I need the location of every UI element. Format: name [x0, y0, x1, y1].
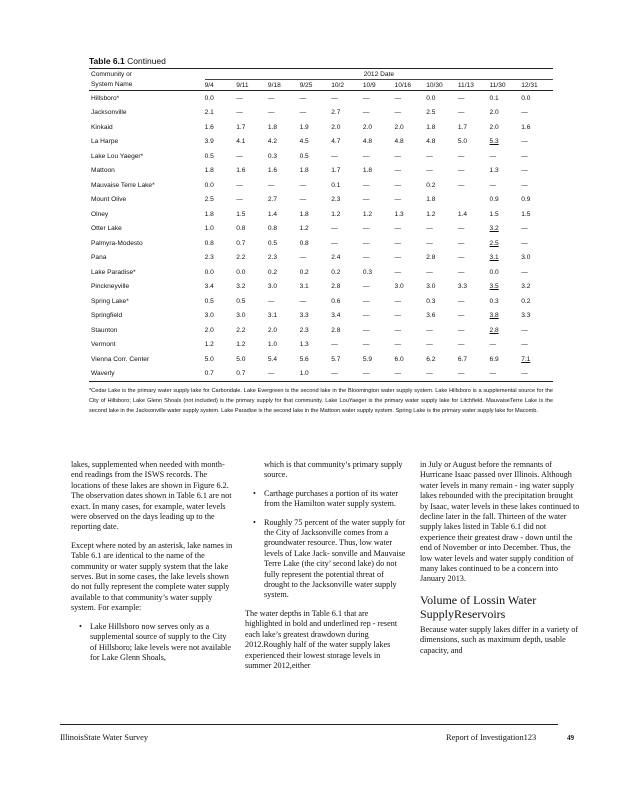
water-level-cell: —: [362, 326, 370, 334]
water-level-cell: —: [394, 94, 402, 102]
water-level-cell: —: [394, 109, 402, 117]
water-level-cell: 1.8: [267, 123, 278, 131]
water-level-cell: 0.5: [236, 297, 246, 305]
water-level-cell: 1.5: [489, 210, 499, 218]
water-level-cell: 1.0: [267, 341, 278, 349]
water-level-cell: —: [267, 297, 275, 305]
water-level-cell: —: [362, 341, 370, 349]
water-level-cell: 2.0: [362, 123, 373, 131]
water-level-cell: 3.3: [299, 312, 309, 320]
water-level-cell: 4.8: [426, 138, 436, 146]
lake-name: Vienna Corr. Center: [91, 355, 150, 363]
header-community: Community or: [89, 69, 205, 80]
water-level-cell: 0.7: [236, 367, 268, 382]
water-level-cell: 0.7: [205, 367, 237, 382]
water-level-cell: —: [394, 196, 402, 204]
page-number: 49: [567, 734, 574, 742]
table-row: [89, 294, 553, 309]
water-level-cell: 1.7: [331, 167, 341, 175]
water-level-cell: 2.3: [267, 254, 278, 262]
water-level-cell: —: [362, 109, 370, 117]
water-level-cell: —: [299, 94, 307, 102]
water-level-cell: 1.2: [236, 341, 246, 349]
water-level-cell: 5.7: [331, 355, 341, 363]
water-level-cell: —: [331, 94, 338, 102]
water-level-cell: 0.8: [299, 239, 309, 247]
water-level-cell: 0.9: [521, 196, 531, 204]
water-level-cell: —: [426, 367, 458, 382]
water-level-cell: 2.8: [331, 283, 341, 291]
water-level-cell: 1.4: [267, 210, 278, 218]
water-level-cell: 1.8: [426, 123, 436, 131]
date-header: 9/25: [300, 80, 332, 91]
water-level-cell: 0.8: [267, 225, 278, 233]
water-level-cell: —: [362, 196, 370, 204]
water-level-cell: —: [489, 152, 497, 160]
lake-name: Hillsboro*: [91, 94, 120, 102]
table-row: [89, 280, 553, 295]
water-level-cell: 2.0: [489, 123, 499, 131]
water-level-cell: 0.0: [426, 94, 436, 102]
water-level-cell: 1.2: [204, 341, 214, 349]
water-level-cell: 3.6: [426, 312, 436, 320]
water-level-cell: —: [267, 94, 275, 102]
water-level-cell: —: [426, 152, 433, 160]
water-level-cell: 2.3: [299, 326, 309, 334]
bullet-item: • Lake Hillsboro now serves only as a supplemental source of supply to the City of Hillsboro; lake levels were not available for Lake Glenn Shoals,: [71, 622, 233, 664]
water-level-cell: —: [394, 167, 402, 175]
table-row: [89, 338, 553, 353]
water-level-cell: —: [426, 167, 433, 175]
water-level-cell: —: [457, 225, 465, 233]
water-level-cell: 7.1: [521, 355, 531, 363]
table-row: [89, 352, 553, 367]
water-level-cell: 0.0: [489, 268, 499, 276]
table-row: [89, 265, 553, 280]
water-level-cell: 3.3: [521, 312, 531, 320]
water-level-cell: —: [362, 254, 370, 262]
water-level-cell: 0.3: [267, 152, 278, 160]
table-caption: [89, 56, 166, 66]
water-level-cell: 3.8: [489, 312, 499, 320]
water-level-cell: —: [521, 326, 528, 334]
water-level-cell: —: [236, 181, 243, 189]
lake-level-table: [89, 68, 553, 382]
water-level-cell: 3.4: [204, 283, 214, 291]
water-level-cell: —: [457, 239, 465, 247]
water-level-cell: 0.5: [299, 152, 309, 160]
water-level-cell: 2.5: [489, 239, 499, 247]
table-row: [89, 164, 553, 179]
water-level-cell: 2.8: [331, 326, 341, 334]
water-level-cell: 4.5: [299, 138, 309, 146]
lake-name: Spring Lake*: [91, 297, 129, 305]
paragraph: lakes, supplemented when needed with month-end readings from the ISWS records. The locations of these lakes are shown in Figure 6.2. The observation dates shown in Table 6.1 are not exact. In many cases, for example, water levels were observed on the days leading up to the reporting date.: [71, 460, 232, 532]
water-level-cell: 1.3: [394, 210, 404, 218]
water-level-cell: 1.5: [521, 210, 531, 218]
table-row: [89, 222, 553, 237]
water-level-cell: —: [331, 367, 363, 382]
water-level-cell: 6.0: [394, 355, 404, 363]
bullet-item: • Roughly 75 percent of the water supply for the City of Jacksonville comes from a groundwater resource. Thus, low water levels of Lake Jack- sonville and Mauvaise Terre Lake (the city’ second lake) do not fully represent the potential threat of drought to the Jacksonville water supply system.: [245, 518, 407, 601]
lake-name: Mauvaise Terre Lake*: [91, 181, 155, 189]
water-level-cell: 2.8: [489, 326, 499, 334]
water-level-cell: 3.0: [426, 283, 436, 291]
water-level-cell: 4.2: [267, 138, 278, 146]
water-level-cell: 0.3: [426, 297, 436, 305]
water-level-cell: 2.8: [426, 254, 436, 262]
water-level-cell: —: [395, 367, 427, 382]
water-level-cell: —: [363, 367, 395, 382]
date-header: 10/9: [363, 80, 395, 91]
water-level-cell: —: [331, 239, 338, 247]
water-level-cell: 1.3: [299, 341, 309, 349]
water-level-cell: —: [457, 254, 465, 262]
bullet-item: • Carthage purchases a portion of its water from the Hamilton water supply system.: [245, 489, 407, 510]
water-level-cell: 3.2: [521, 283, 531, 291]
water-level-cell: —: [331, 225, 338, 233]
water-level-cell: —: [521, 167, 528, 175]
water-level-cell: 1.6: [204, 123, 214, 131]
water-level-cell: —: [489, 341, 497, 349]
water-level-cell: —: [426, 225, 433, 233]
table-row: [89, 236, 553, 251]
bullet-list: [245, 489, 407, 601]
water-level-cell: 2.2: [236, 254, 246, 262]
date-header: 10/2: [331, 80, 363, 91]
water-level-cell: —: [426, 268, 433, 276]
water-level-cell: —: [521, 225, 528, 233]
water-level-cell: —: [362, 297, 370, 305]
table-row: [89, 207, 553, 222]
water-level-cell: 5.0: [457, 138, 468, 146]
water-level-cell: —: [362, 225, 370, 233]
water-level-cell: 1.0: [204, 225, 214, 233]
lake-name: La Harpe: [91, 138, 119, 146]
water-level-cell: 5.3: [489, 138, 499, 146]
water-level-cell: —: [394, 254, 402, 262]
water-level-cell: —: [394, 268, 402, 276]
paragraph: The water depths in Table 6.1 that are highlighted in bold and underlined rep - resent each lake’s greatest drawdown during 2012.Roughly half of the water supply lakes experienced their lowest storage levels in summer 2012,either: [245, 608, 398, 670]
water-level-cell: —: [268, 367, 300, 382]
water-level-cell: —: [521, 181, 528, 189]
water-level-cell: 3.2: [489, 225, 499, 233]
lake-name: Olney: [91, 210, 109, 218]
water-level-cell: 2.7: [331, 109, 341, 117]
water-level-cell: 1.8: [362, 167, 373, 175]
water-level-cell: 0.5: [267, 239, 278, 247]
lake-name: Palmyra-Modesto: [91, 239, 143, 247]
water-level-cell: 3.9: [204, 138, 214, 146]
water-level-cell: 2.4: [331, 254, 341, 262]
water-level-cell: —: [457, 109, 465, 117]
water-level-cell: 0.7: [236, 239, 246, 247]
water-level-cell: 2.0: [489, 109, 499, 117]
water-level-cell: —: [331, 341, 338, 349]
water-level-cell: 3.5: [489, 283, 499, 291]
water-level-cell: 0.0: [204, 268, 214, 276]
lake-name: Mattoon: [91, 167, 115, 175]
water-level-cell: 0.8: [236, 225, 246, 233]
water-level-cell: 1.2: [426, 210, 436, 218]
water-level-cell: 1.8: [299, 167, 309, 175]
water-level-cell: 1.8: [204, 210, 214, 218]
lake-name: Lake Lou Yaeger*: [91, 152, 144, 160]
table-row: [89, 367, 553, 382]
water-level-cell: 2.1: [204, 109, 214, 117]
date-header: 9/11: [236, 80, 268, 91]
water-level-cell: 2.5: [204, 196, 214, 204]
water-level-cell: 3.1: [489, 254, 499, 262]
water-level-cell: 2.7: [267, 196, 278, 204]
water-level-cell: —: [457, 268, 465, 276]
water-level-cell: 2.0: [204, 326, 214, 334]
water-level-cell: 3.4: [331, 312, 341, 320]
water-level-cell: —: [394, 326, 402, 334]
footer-divider: [60, 724, 558, 725]
water-level-cell: —: [362, 94, 370, 102]
water-level-cell: —: [394, 341, 402, 349]
water-level-cell: 5.4: [267, 355, 278, 363]
water-level-cell: —: [394, 152, 402, 160]
table-row: [89, 149, 553, 164]
water-level-cell: 1.3: [489, 167, 499, 175]
water-level-cell: 2.2: [236, 326, 246, 334]
water-level-cell: —: [457, 167, 465, 175]
water-level-cell: 2.0: [394, 123, 404, 131]
water-level-cell: 1.2: [331, 210, 341, 218]
date-header: 9/18: [268, 80, 300, 91]
water-level-cell: —: [362, 312, 370, 320]
water-level-cell: —: [267, 109, 275, 117]
date-header: 12/31: [521, 80, 553, 91]
water-level-cell: —: [394, 297, 402, 305]
lake-name: Waverly: [89, 367, 205, 382]
water-level-cell: 6.9: [489, 355, 499, 363]
table-label: Table 6.1: [89, 56, 125, 66]
water-level-cell: 0.5: [204, 297, 214, 305]
lake-name: Pinckneyville: [91, 283, 130, 291]
water-level-cell: 1.7: [236, 123, 246, 131]
water-level-cell: 3.1: [267, 312, 278, 320]
water-level-cell: 5.9: [362, 355, 373, 363]
water-level-cell: 0.5: [204, 152, 214, 160]
paragraph: in July or August before the remnants of Hurricane Isaac passed over Illinois. Although water levels in many remain - ing water supply lakes rebounded with the precipitation brought by Isaac, water levels in these lakes continued to decline later in the fall. Thirteen of the water supply lakes listed in Table 6.1 did not experience their greatest draw - down until the end of November or into December. Thus, the low water levels and water supply condition of many lakes continued to be a concern into January 2013.: [420, 460, 580, 584]
water-level-cell: 1.7: [457, 123, 468, 131]
water-level-cell: —: [521, 109, 528, 117]
table-row: [89, 251, 553, 266]
table-continued: Continued: [127, 56, 166, 66]
water-level-cell: 1.5: [236, 210, 246, 218]
water-level-cell: 6.2: [426, 355, 436, 363]
water-level-cell: —: [362, 181, 370, 189]
water-level-cell: 1.0: [300, 367, 332, 382]
water-level-cell: —: [267, 181, 275, 189]
table-row: [89, 309, 553, 324]
water-level-cell: 0.0: [236, 268, 246, 276]
table-row: [89, 135, 553, 150]
water-level-cell: 1.2: [299, 225, 309, 233]
water-level-cell: 6.7: [457, 355, 468, 363]
water-level-cell: 1.6: [521, 123, 531, 131]
paragraph: Except where noted by an asterisk, lake names in Table 6.1 are identical to the name of the community or water supply system that the lake serves. But in some cases, the lake levels shown do not fully represent the complete water supply available to that community’s water supply system. For example:: [71, 540, 233, 613]
date-header: 10/16: [395, 80, 427, 91]
water-level-cell: —: [489, 181, 497, 189]
water-level-cell: 0.6: [331, 297, 341, 305]
text-column-1: [71, 460, 233, 671]
water-level-cell: 5.6: [299, 355, 309, 363]
water-level-cell: 0.2: [299, 268, 309, 276]
water-level-cell: 4.7: [331, 138, 341, 146]
footer-publisher: IllinoisState Water Survey: [60, 733, 149, 742]
table-row: [89, 193, 553, 208]
water-level-cell: —: [299, 109, 307, 117]
header-year: 2012 Date: [205, 69, 553, 80]
water-level-cell: 2.0: [331, 123, 341, 131]
water-level-cell: 0.2: [426, 181, 436, 189]
water-level-cell: 0.2: [331, 268, 341, 276]
water-level-cell: 2.3: [204, 254, 214, 262]
water-level-cell: 1.6: [236, 167, 246, 175]
water-level-cell: 0.3: [489, 297, 499, 305]
date-header: 11/13: [458, 80, 490, 91]
water-level-cell: 1.8: [299, 210, 309, 218]
water-level-cell: —: [457, 152, 465, 160]
water-level-cell: —: [521, 367, 553, 382]
lake-name: Kinkaid: [91, 123, 113, 131]
water-level-cell: —: [426, 239, 433, 247]
water-level-cell: 0.2: [521, 297, 531, 305]
lake-name: Pana: [91, 254, 107, 262]
header-system-name: System Name: [89, 80, 205, 91]
water-level-cell: —: [236, 152, 243, 160]
water-level-cell: —: [394, 239, 402, 247]
text-column-2: [245, 460, 407, 679]
water-level-cell: —: [236, 109, 243, 117]
bullet-list: [71, 622, 233, 664]
water-level-cell: 0.0: [204, 181, 214, 189]
water-level-cell: 0.3: [362, 268, 373, 276]
water-level-cell: —: [490, 367, 522, 382]
table-row: [89, 120, 553, 135]
date-header: 9/4: [205, 80, 237, 91]
water-level-cell: 3.1: [299, 283, 309, 291]
paragraph: which is that community’s primary supply source.: [264, 460, 403, 480]
water-level-cell: 0.8: [204, 239, 214, 247]
paragraph: Because water supply lakes differ in a variety of dimensions, such as maximum depth, usable capacity, and: [420, 624, 579, 655]
water-level-cell: 0.2: [267, 268, 278, 276]
water-level-cell: 4.8: [362, 138, 373, 146]
water-level-cell: 0.0: [521, 94, 531, 102]
water-level-cell: —: [521, 138, 528, 146]
water-level-cell: —: [299, 254, 307, 262]
table-row: [89, 323, 553, 338]
water-level-cell: 3.3: [457, 283, 468, 291]
water-level-cell: 0.1: [489, 94, 499, 102]
water-level-cell: —: [521, 239, 528, 247]
water-level-cell: 4.1: [236, 138, 246, 146]
water-level-cell: —: [457, 94, 465, 102]
water-level-cell: 4.8: [394, 138, 404, 146]
water-level-cell: 5.0: [204, 355, 214, 363]
water-level-cell: 0.0: [204, 94, 214, 102]
date-header: 10/30: [426, 80, 458, 91]
water-level-cell: 0.1: [331, 181, 341, 189]
water-level-cell: —: [457, 312, 465, 320]
water-level-cell: 3.0: [204, 312, 214, 320]
water-level-cell: 3.0: [267, 283, 278, 291]
water-level-cell: 1.4: [457, 210, 468, 218]
lake-name: Jacksonville: [91, 109, 127, 117]
lake-name: Staunton: [91, 326, 118, 334]
water-level-cell: —: [299, 196, 307, 204]
water-level-cell: —: [394, 181, 402, 189]
water-level-cell: —: [458, 367, 490, 382]
lake-name: Mount Olive: [91, 196, 127, 204]
water-level-cell: [458, 193, 490, 208]
water-level-cell: 1.2: [362, 210, 373, 218]
water-level-cell: 3.0: [236, 312, 246, 320]
water-level-cell: —: [394, 312, 402, 320]
water-level-cell: —: [457, 341, 465, 349]
water-level-cell: —: [236, 94, 243, 102]
table-row: [89, 178, 553, 193]
water-level-cell: —: [521, 341, 528, 349]
lake-name: Lake Paradise*: [91, 268, 136, 276]
water-level-cell: —: [362, 283, 370, 291]
water-level-cell: 3.0: [521, 254, 531, 262]
table-row: [89, 91, 553, 106]
water-level-cell: —: [426, 341, 433, 349]
water-level-cell: —: [457, 181, 465, 189]
table-row: [89, 106, 553, 121]
water-level-cell: —: [362, 239, 370, 247]
water-level-cell: 1.9: [299, 123, 309, 131]
water-level-cell: 5.0: [236, 355, 246, 363]
water-level-cell: 2.0: [267, 326, 278, 334]
water-level-cell: —: [394, 225, 402, 233]
water-level-cell: —: [457, 297, 465, 305]
water-level-cell: —: [426, 326, 433, 334]
lake-name: Otter Lake: [91, 225, 122, 233]
water-level-cell: —: [362, 152, 370, 160]
water-level-cell: 2.5: [426, 109, 436, 117]
water-level-cell: 1.8: [204, 167, 214, 175]
water-level-cell: 1.6: [267, 167, 278, 175]
water-level-cell: —: [457, 326, 465, 334]
date-header: 11/30: [490, 80, 522, 91]
water-level-cell: 1.8: [426, 196, 436, 204]
water-level-cell: 2.3: [331, 196, 341, 204]
water-level-cell: 0.9: [489, 196, 499, 204]
lake-name: Vermont: [91, 341, 116, 349]
water-level-cell: —: [331, 152, 338, 160]
water-level-cell: 3.2: [236, 283, 246, 291]
footer-report-title: Report of Investigation123: [446, 733, 537, 742]
water-level-cell: —: [299, 181, 307, 189]
lake-name: Springfield: [91, 312, 123, 320]
water-level-cell: 3.0: [394, 283, 404, 291]
water-level-cell: —: [521, 152, 528, 160]
table-footnote: *Cedar Lake is the primary water supply lake for Carbondale. Lake Evergreen is the second lake in the Bloomington water supply system. Lake Hillsboro is a supplemental source for the City of Hillsboro; Lake Glenn Shoals (not included) is the primary supply for that community. Lake LouYaeger is the primary water supply lake for Litchfield. MauvaiseTerre Lake is the second lake in the Jacksonville water supply system. Lake Paradise is the second lake in the Mattoon water supply system. Spring Lake is the primary water supply lake for Macomb.: [89, 388, 553, 414]
water-level-cell: —: [521, 268, 528, 276]
water-level-cell: —: [236, 196, 243, 204]
text-column-3: [420, 460, 582, 664]
water-level-cell: —: [299, 297, 307, 305]
section-heading: Volume of Lossin Water SupplyReservoirs: [420, 592, 537, 621]
